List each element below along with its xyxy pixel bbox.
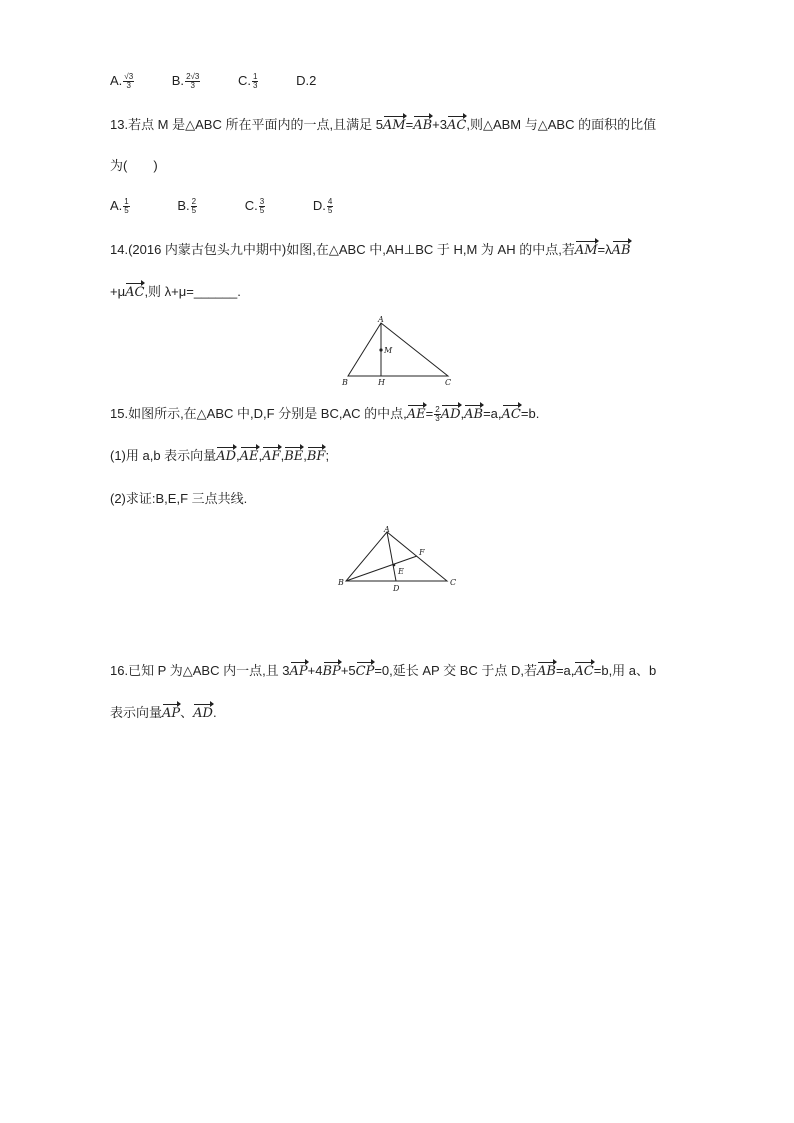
vector: BE bbox=[284, 449, 304, 464]
vector: AC bbox=[447, 118, 467, 133]
q15-part1: (1)用 a,b 表示向量AD,AE,AF,BE,BF; bbox=[110, 448, 330, 464]
q12-option-c: C. $\frac{1}{3}$ bbox=[237, 72, 258, 91]
vector: AM bbox=[382, 118, 406, 133]
label-a: A bbox=[384, 525, 390, 534]
vector: AD bbox=[440, 407, 461, 422]
q14-stem: 14.(2016 内蒙古包头九中期中)如图,在△ABC 中,AH⊥BC 于 H,M 为 AH 的中点,若AM=λAB bbox=[110, 242, 631, 258]
q15-part2: (2)求证:B,E,F 三点共线. bbox=[110, 491, 248, 506]
vector: AP bbox=[162, 706, 181, 721]
label-h: H bbox=[378, 378, 385, 387]
vector: AE bbox=[406, 407, 426, 422]
vector: AF bbox=[262, 449, 281, 464]
q15-stem: 15.如图所示,在△ABC 中,D,F 分别是 BC,AC 的中点,AE= $\frac{2}{3}$ AD,AB=a,AC=b. bbox=[110, 405, 540, 424]
fraction: $\frac{4}{5}$ bbox=[327, 197, 333, 216]
q13-options bbox=[110, 197, 333, 215]
label-m: M bbox=[384, 346, 393, 355]
vector: AD bbox=[193, 706, 213, 721]
vector: AB bbox=[413, 118, 433, 133]
label-b: B bbox=[338, 578, 344, 587]
triangle-abc bbox=[346, 532, 447, 581]
midpoint-m-dot bbox=[379, 348, 382, 351]
q16-stem-line2: 表示向量AP、AD. bbox=[110, 705, 217, 721]
label-a: A bbox=[378, 315, 384, 324]
vector: AP bbox=[289, 664, 308, 679]
vector: AB bbox=[464, 407, 484, 422]
label-c: C bbox=[445, 378, 452, 387]
fraction: $\frac{1}{5}$ bbox=[124, 197, 129, 216]
vector: AC bbox=[125, 285, 145, 300]
label-b: B bbox=[342, 378, 348, 387]
q12-option-b: B. $\frac{2√3}{3}$ bbox=[171, 72, 200, 91]
vector: AE bbox=[239, 449, 259, 464]
fraction: $\frac{1}{3}$ bbox=[252, 72, 258, 91]
vector: AB bbox=[537, 664, 556, 679]
vector: AC bbox=[501, 407, 521, 422]
fraction: $\frac{2}{5}$ bbox=[191, 197, 197, 216]
vector: CP bbox=[355, 664, 375, 679]
vector: AD bbox=[216, 449, 236, 464]
q13-option-b: B. $\frac{2}{5}$ bbox=[177, 197, 197, 216]
median-ad bbox=[387, 532, 396, 581]
q14-triangle-figure bbox=[335, 314, 461, 390]
q12-option-a: A. $\frac{√3}{3}$ bbox=[110, 72, 134, 91]
q12-options bbox=[110, 72, 316, 90]
q13-stem: 13.若点 M 是△ABC 所在平面内的一点,且满足 5AM=AB+3AC,则△ABM 与△ABC 的面积的比值 bbox=[110, 117, 657, 133]
q13-option-a: A. $\frac{1}{5}$ bbox=[110, 197, 129, 216]
label-d: D bbox=[393, 584, 400, 593]
q12-option-d: D.2 bbox=[296, 73, 317, 88]
vector: AM bbox=[574, 243, 598, 258]
label-c: C bbox=[450, 578, 457, 587]
label-e: E bbox=[398, 567, 404, 576]
triangle-abc bbox=[348, 323, 448, 376]
label-f: F bbox=[419, 548, 425, 557]
q14-stem-line2: +μAC,则 λ+μ=______. bbox=[110, 284, 241, 300]
vector: AC bbox=[574, 664, 594, 679]
q13-stem-line2: 为( ) bbox=[110, 158, 158, 173]
vector: AB bbox=[611, 243, 631, 258]
q16-stem: 16.已知 P 为△ABC 内一点,且 3AP+4BP+5CP=0,延长 AP 交 BC 于点 D,若AB=a,AC=b,用 a、b bbox=[110, 663, 657, 679]
vector: BP bbox=[322, 664, 341, 679]
fraction: $\frac{3}{5}$ bbox=[259, 197, 265, 216]
q15-triangle-figure bbox=[333, 524, 463, 594]
fraction: $\frac{2}{3}$ bbox=[435, 405, 440, 424]
point-e-dot bbox=[393, 564, 396, 567]
vector: BF bbox=[306, 449, 326, 464]
q13-option-c: C. $\frac{3}{5}$ bbox=[244, 197, 265, 216]
fraction: $\frac{2√3}{3}$ bbox=[186, 72, 200, 91]
q13-option-d: D. $\frac{4}{5}$ bbox=[312, 197, 333, 216]
fraction: $\frac{√3}{3}$ bbox=[124, 72, 134, 91]
